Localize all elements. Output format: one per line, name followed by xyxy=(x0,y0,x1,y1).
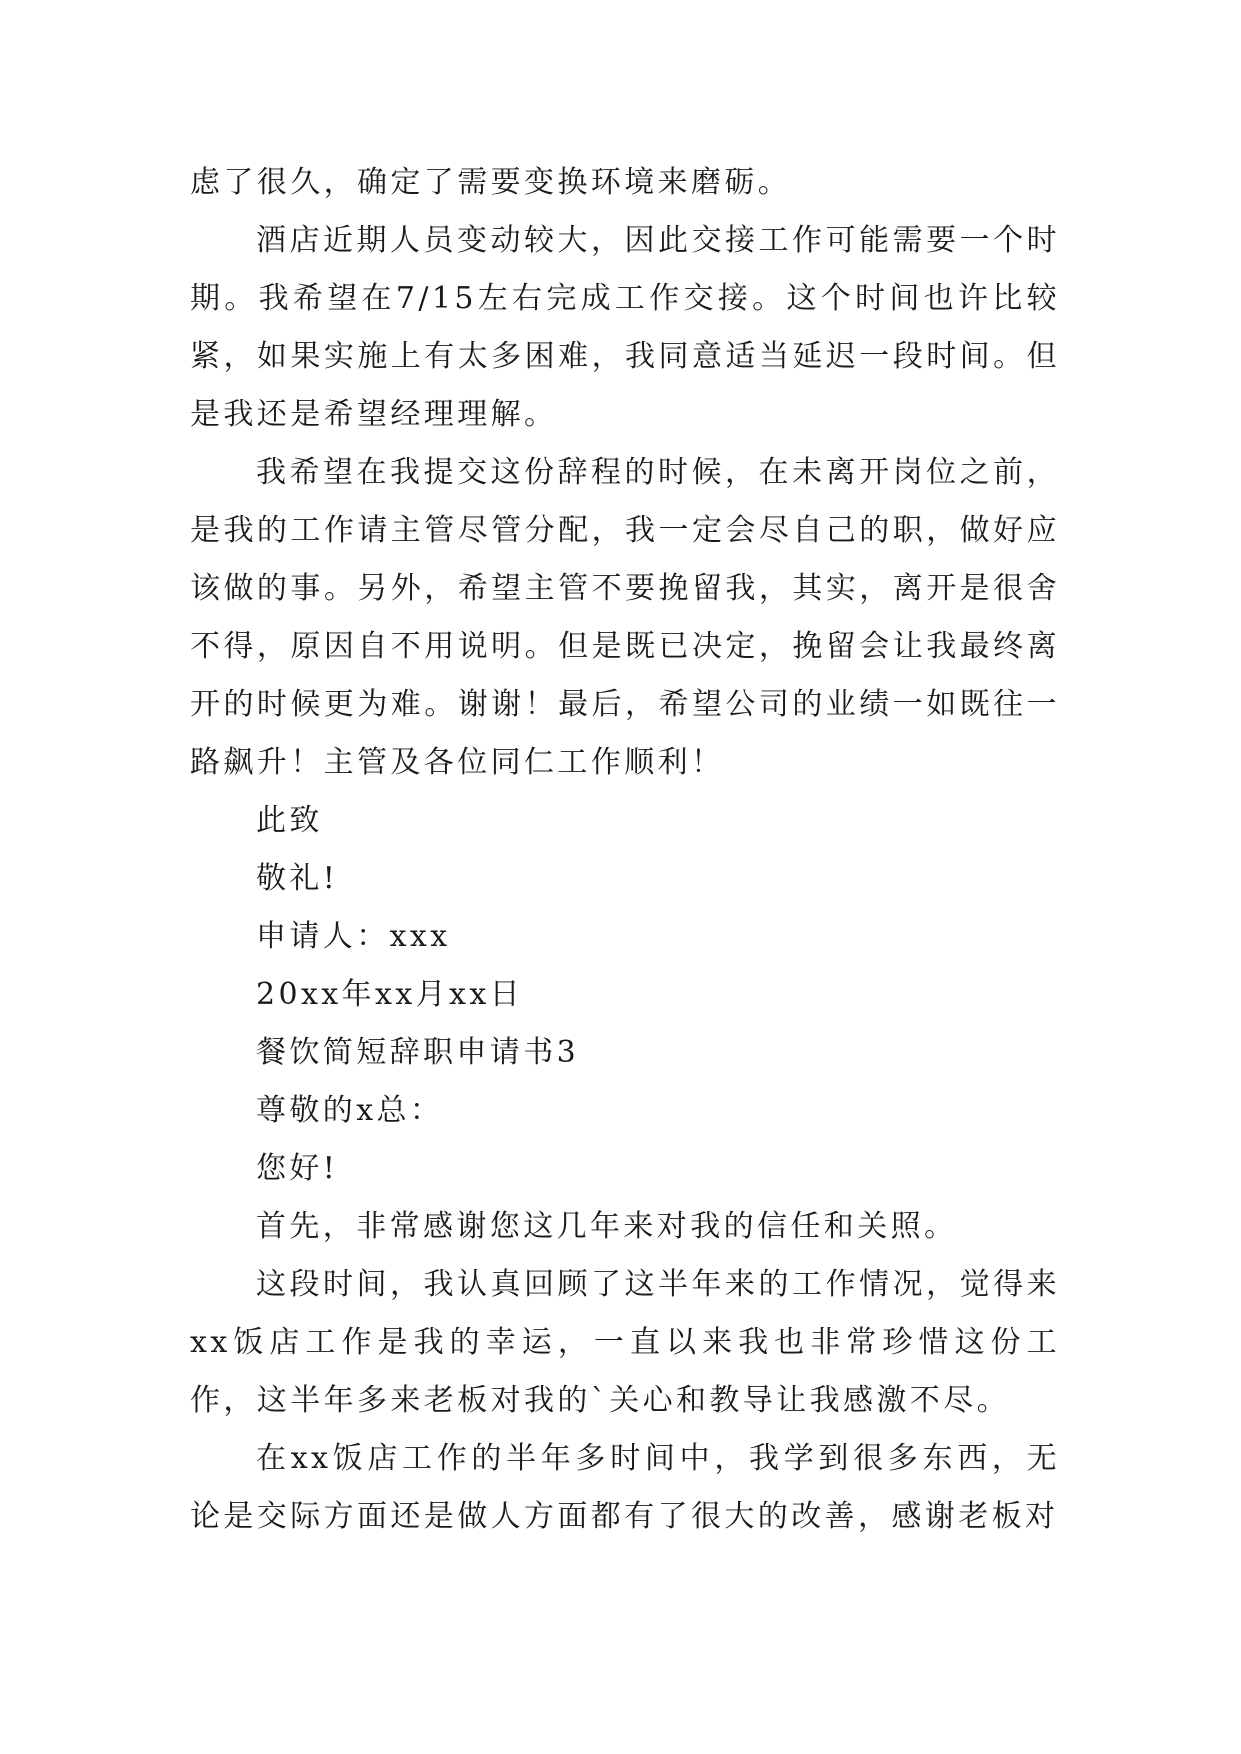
greeting: 您好! xyxy=(256,1151,339,1186)
paragraph-request: 我希望在我提交这份辞程的时候，在未离开岗位之前，是我的工作请主管尽管分配，我一定会尽自己的职，做好应该做的事。另外，希望主管不要挽留我，其实，离开是很舍不得，原因自不用说明。但是既已决定，挽留会让我最终离开的时候更为难。谢谢！最后，希望公司的业绩一如既往一路飙升！主管及各位同仁工作顺利！ xyxy=(190,455,1060,780)
paragraph-thanks: 首先，非常感谢您这几年来对我的信任和关照。 xyxy=(256,1209,958,1244)
paragraph-review: 这段时间，我认真回顾了这半年来的工作情况，觉得来xx饭店工作是我的幸运，一直以来我也非常珍惜这份工作，这半年多来老板对我的`关心和教导让我感激不尽。 xyxy=(190,1267,1060,1418)
paragraph-handover: 酒店近期人员变动较大，因此交接工作可能需要一个时期。我希望在7/15左右完成工作交接。这个时间也许比较紧，如果实施上有太多困难，我同意适当延迟一段时间。但是我还是希望经理理解。 xyxy=(190,223,1060,432)
section-title: 餐饮简短辞职申请书3 xyxy=(256,1035,580,1070)
applicant-line: 申请人：xxx xyxy=(256,919,451,954)
document-body xyxy=(190,154,1060,1546)
paragraph-continuation: 虑了很久，确定了需要变换环境来磨砺。 xyxy=(190,165,792,200)
paragraph-learning: 在xx饭店工作的半年多时间中，我学到很多东西，无论是交际方面还是做人方面都有了很大的改善，感谢老板对 xyxy=(190,1441,1060,1534)
closing-jingli: 敬礼! xyxy=(256,861,339,896)
salutation: 尊敬的x总： xyxy=(256,1093,444,1128)
closing-cizhi: 此致 xyxy=(256,803,323,838)
date-line: 20xx年xx月xx日 xyxy=(256,977,524,1012)
